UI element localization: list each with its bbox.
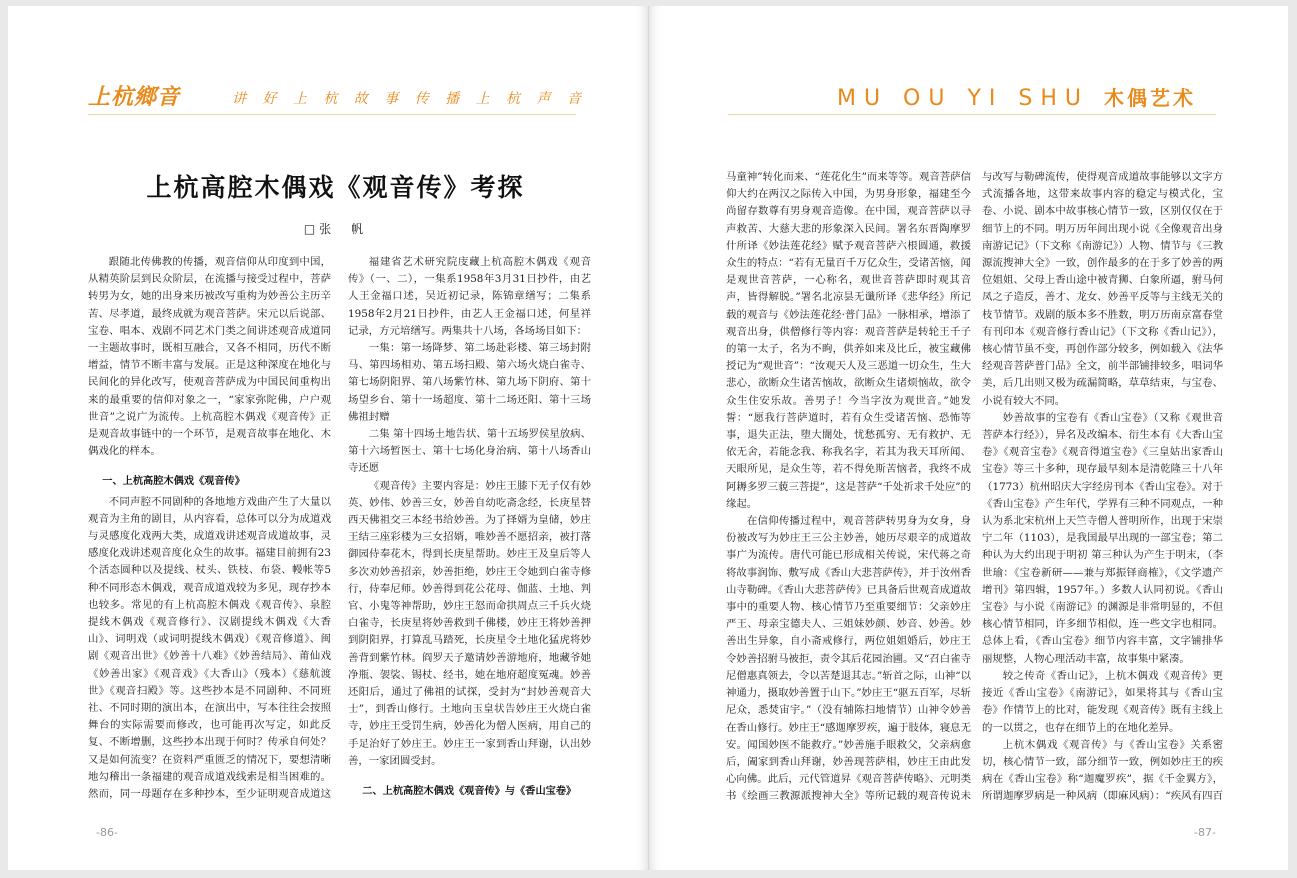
page-number: -87- xyxy=(1194,826,1216,839)
text-column-1 xyxy=(88,254,331,800)
text-column-2 xyxy=(348,254,591,800)
header-rule xyxy=(88,114,576,115)
magazine-spread xyxy=(8,6,1288,870)
left-page xyxy=(8,6,649,870)
paragraph: 福建省艺术研究院庋藏上杭高腔木偶戏《观音传》（一、二），一集系1958年3月31日抄件，由艺人王金福口述，吴近初记录，陈锦章缮写；二集系1958年2月21日抄件，由艺人王金福口述，何星祥记录，方元培缮写。两集共十八场，各场场目如下： xyxy=(348,256,591,337)
paragraph: 马童神”转化而来、“莲花化生”而来等等。观音菩萨信仰大约在两汉之际传入中国，为男身形象，福建至今尚留存数尊有男身观音造像。在中国，观音菩萨以寻声救苦、大慈大悲的形象深入民间。署名东晋陶摩罗什所译《妙法莲花经》赋予观音菩萨六根圆通，救援众生的特点：“若有无量百千万亿众生，受诸苦恼，闻是观世音菩萨，一心称名，观世音菩萨即时观其音声，皆得解脱。”署名北凉昙无谶所译《悲华经》所记载的观音与《妙法莲花经·普门品》一脉相承，增添了观音出身，供僧修行等内容：观音菩萨是转轮王千子的第一太子，名为不眴，供养如来及比丘，被宝藏佛授记为“观世音”：“汝观天人及三恶道一切众生，生大悲心，欲断众生诸苦恼故，欲断众生诸烦恼故，欲令众生住安乐故。善男子！今当字汝为观世音。”她发誓：“愿我行菩萨道时，若有众生受诸苦恼、恐怖等事，退失正法，堕大闇处，忧愁孤穷、无有救护、无依无舍，若能念我、称我名字，若其为我天耳所闻、天眼所见，是众生等，若不得免斯苦恼者，我终不成阿耨多罗三藐三菩提”，这是菩萨“千处祈求千处应”的缘起。 xyxy=(726,171,971,510)
paragraph: 在信仰传播过程中，观音菩萨转男身为女身，身份被改写为妙庄王三公主妙善，她历尽艰辛的成道故事广为流传。唐代可能已形成相关传说，宋代蒋之奇将故事润饰、敷写成《香山大悲菩萨传》，并于汝州香山寺勒碑。《香山大悲菩萨传》已具备后世观音成道故事中的重要人物、核心情节乃至重要细节：父亲妙庄严王、母亲宝德夫人、三姐妹妙颜、妙音、妙善。妙善出生异象，自小斋戒修行，两位姐姐婚后，妙庄王令妙善招驸马被拒，责令其后花园治圃。又“召白雀寺尼僧惠真领去，令以苦楚退其志。”斩首之际，山神“以神通力，摄取妙善置于山下。”妙庄王“驱五百军，尽斩尼众，悉焚宙宇。”（没有辅陈扫地情节）山神令妙善在香山修行。妙庄王“感迦摩罗疾，遍于肢体，寝息无安。闻国妙医不能救疗。”妙善施手眼救父，父亲病愈后，阖家到香山拜谢，妙善现菩萨相，妙庄王由此发心向佛。此后，元代管道昇《观音菩萨传略》、元明类书《绘画三教源派搜神大全》等所记载的观音传说未 xyxy=(726,515,971,803)
page-number: -86- xyxy=(96,826,118,839)
section-heading: 二、上杭高腔木偶戏《观音传》与《香山宝卷》 xyxy=(362,786,577,798)
paragraph: 妙善故事的宝卷有《香山宝卷》（又称《观世音菩萨本行经》），异名及改编本、衍生本有《大香山宝卷》《观音宝卷》《观音得道宝卷》《三皇姑出家香山宝卷》等三十多种，现存最早刻本是清乾隆三十八年（1773）杭州昭庆大字经房刊本《香山宝卷》。对于《香山宝卷》产生年代，学界有三种不同观点，一种认为系北宋杭州上天竺寺僧人普明所作，出现于宋崇宁二年（1103），是我国最早出现的一部宝卷；第二种认为大约出现于明初 第三种认为产生于明末，（李世瑜：《宝卷新研——兼与郑振铎商榷》，《文学遗产增刊》第四辑，1957年。）多数人认同初说。《香山宝卷》与小说《南游记》的渊源是非常明显的，不但核心情节相同，许多细节相似，连一些文字也相同。总体上看，《香山宝卷》细节内容丰富，文字铺排华丽规整，人物心理活动丰富，故事集中紧凑。 xyxy=(982,411,1223,665)
paragraph: 与改写与勒碑流传，使得观音成道故事能够以文字方式流播各地，这带来故事内容的稳定与模式化，宝卷、小说、剧本中故事核心情节一致，区别仅仅在于细节上的不同。明万历年间出现小说《全像观音出身南游记记》（下文称《南游记》）人物、情节与《三教源流搜神大全》一致，创作最多的在于多了妙善的两位姐姐、父母上香山途中被青狮、白象所逼，驸马何凤之子造反，善才、龙女、妙善平反等与主线无关的枝节情节。戏剧的版本多不胜数，明万历南京富春堂有刊印本《观音修行香山记》（下文称《香山记》），核心情节虽不变，再创作部分较多，例如载入《法华经观音菩萨普门品》全文，前半部铺排较多，唱词华美，后几出则又极为疏漏简略，草草结束，与宝卷、小说有较大不同。 xyxy=(982,171,1223,407)
paragraph: 不同声腔不同剧种的各地地方戏曲产生了大量以观音为主角的剧目，从内容看，总体可以分为成道戏与灵感度化戏两大类，成道戏讲述观音成道故事，灵感度化戏讲述观音度化众生的故事。福建目前拥有23个活态圆种以及提线、杖头、铁枝、布袋、幔帐等5种不同形态木偶戏，观音成道戏较为多见，现存抄本也较多。常见的有上杭高腔木偶戏《观音传》、泉腔提线木偶戏《观音修行》、汉剧提线木偶戏《大香山》、词明戏（或词明提线木偶戏）《观音修道》、闽剧《观音出世》《妙善十八难》《妙善结局》、莆仙戏《妙善出家》《观音戏》《大香山》（残本）《慈航渡世》《观音扫殿》等。这些抄本是不同剧种、不同班社、不同时期的演出本，在演出中，写本往往会按照舞台的实际需要而修改，也可能再次写定，如此反复、不断增删，这些抄本出现于何时？传承自何处？又是如何流变？在资料严重匮乏的情况下，要想清晰地勾稽出一条福建的观音成道戏线索是相当困难的。然而，同一母题存在多种抄本，至少证明观音成道这 xyxy=(88,495,331,800)
paragraph: 较之传奇《香山记》，上杭木偶戏《观音传》更接近《香山宝卷》《南游记》，如果将其与《香山宝卷》作情节上的比对，能发现《观音传》既有主线上的一以贯之，也存在细节上的在地化差异。 xyxy=(982,669,1223,734)
section-heading: 一、上杭高腔木偶戏《观音传》 xyxy=(102,476,245,488)
column-header-latin: MU OU YI SHU xyxy=(836,86,1089,111)
paragraph: 一集：第一场降梦、第二场赴彩楼、第三场封附马、第四场相劝、第五场扫殿、第六场火烧白雀寺、第七场阴阳界、第八场紫竹林、第九场下阴府、第十场望乡台、第十一场超度、第十二场还阳、第十三场佛祖封赠 xyxy=(348,342,591,423)
paragraph: 二集 第十四场土地告状、第十五场罗侯星放病、第十六场暂医士、第十七场化身治病、第十八场香山寺还愿 xyxy=(348,428,591,475)
paragraph: 《观音传》主要内容是：妙庄王膝下无子仅有妙英、妙伟、妙善三女，妙善自幼吃斋念经，长庚星替西天佛祖交三本经书给妙善。为了择婿为皇储，妙庄王结三座彩楼为三女招婿，唯妙善不愿招亲，被打落御园侍奉花木，得到长庚星帮助。妙庄王及皇后等人多次劝妙善招亲，妙善拒绝，妙庄王令她到白雀寺修行，侍奉尼师。妙善得到花公花母、伽蓝、土地、判官、小鬼等神帮助，妙庄王怒而命拱周点三千兵火烧白雀寺，长庚星将妙善救到千佛楼，妙庄王将妙善押到阴阳界，打算乱马踏死，长庚星令土地化猛虎将妙善背到紫竹林。阎罗天子邀请妙善游地府，地藏爷她净瓶、袈裟、锡杖、经书，她在地府超度冤魂。妙善还阳后，通过了佛祖的试探，受封为“封妙善观音大士”，到香山修行。土地向玉皇状告妙庄王火烧白雀寺，妙庄王受罚生病，妙善化为僧人医病，用自己的手足治好了妙庄王。妙庄王一家到香山拜谢，认出妙善，一家团圆受封。 xyxy=(348,479,591,767)
article-author: □张 帆 xyxy=(303,222,368,236)
paragraph: 跟随北传佛教的传播，观音信仰从印度到中国，从精英阶层到民众阶层，在流播与接受过程中，菩萨转男为女，她的出身来历被改写重构为妙善公主历辛苦、尽孝道，最终成就为观音菩萨。宋元以后说部、宝卷、唱本、戏剧不同艺术门类之间讲述观音成道同一主题故事时，既相互融合，又各不相同，历代不断增益，情节不断丰富与发展。正是这种深度在地化与民间化的异化改写，使观音菩萨成为中国民间重构出来的最重要的信仰对象之一，“家家弥陀佛，户户观世音”之说广为流传。上杭高腔木偶戏《观音传》正是观音故事链中的一个环节，是观音故事在地化、木偶戏化的样本。 xyxy=(88,256,331,458)
column-brand-logo: 上杭鄉音 xyxy=(88,85,181,110)
column-slogan: 讲 好 上 杭 故 事 传 播 上 杭 声 音 xyxy=(232,91,587,107)
column-header-chinese: 木偶艺术 xyxy=(1104,86,1196,110)
column-header xyxy=(837,82,1196,111)
text-column-3 xyxy=(726,169,971,803)
article-title: 上杭高腔木偶戏《观音传》考探 xyxy=(146,173,525,202)
paragraph: 上杭木偶戏《观音传》与《香山宝卷》关系密切，核心情节一致，部分细节一致，例如妙庄王的疾病在《香山宝卷》称“迦魔罗疾”，据《千金翼方》，所谓迦摩罗病是一种风病（即麻风病）：“疾风有四百 xyxy=(982,738,1223,803)
header-rule-right xyxy=(728,114,1216,115)
text-column-4 xyxy=(982,169,1223,803)
